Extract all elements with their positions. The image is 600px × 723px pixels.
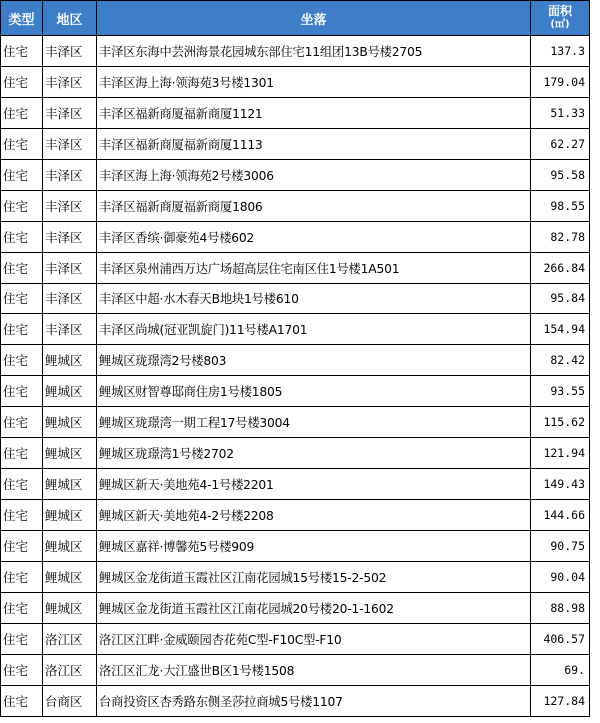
cell-location: 鲤城区珑璟湾一期工程17号楼3004 xyxy=(97,407,531,438)
cell-area: 137.3 xyxy=(531,36,590,67)
cell-district: 鲤城区 xyxy=(43,531,97,562)
cell-district: 丰泽区 xyxy=(43,221,97,252)
cell-location: 丰泽区海上海·领海苑3号楼1301 xyxy=(97,66,531,97)
cell-type: 住宅 xyxy=(1,561,43,592)
table-row xyxy=(1,128,590,159)
cell-area: 266.84 xyxy=(531,252,590,283)
cell-district: 鲤城区 xyxy=(43,376,97,407)
cell-district: 鲤城区 xyxy=(43,592,97,623)
cell-type: 住宅 xyxy=(1,159,43,190)
cell-area: 144.66 xyxy=(531,500,590,531)
table-row xyxy=(1,252,590,283)
table-row xyxy=(1,531,590,562)
cell-district: 丰泽区 xyxy=(43,283,97,314)
table-row xyxy=(1,66,590,97)
table-row xyxy=(1,221,590,252)
header-location: 坐落 xyxy=(97,1,531,36)
cell-type: 住宅 xyxy=(1,654,43,685)
cell-location: 丰泽区香缤·御豪苑4号楼602 xyxy=(97,221,531,252)
cell-location: 丰泽区泉州浦西万达广场超高层住宅南区住1号楼1A501 xyxy=(97,252,531,283)
cell-location: 洛江区汇龙·大江盛世B区1号楼1508 xyxy=(97,654,531,685)
cell-location: 台商投资区杏秀路东侧圣莎拉商城5号楼1107 xyxy=(97,685,531,716)
table-row xyxy=(1,314,590,345)
cell-district: 鲤城区 xyxy=(43,345,97,376)
table-row xyxy=(1,654,590,685)
header-area-unit: (㎡) xyxy=(550,19,570,30)
cell-area: 93.55 xyxy=(531,376,590,407)
table-row xyxy=(1,469,590,500)
cell-type: 住宅 xyxy=(1,190,43,221)
table-body xyxy=(1,36,590,717)
cell-area: 95.58 xyxy=(531,159,590,190)
cell-location: 鲤城区新天·美地苑4-1号楼2201 xyxy=(97,469,531,500)
cell-area: 51.33 xyxy=(531,97,590,128)
cell-type: 住宅 xyxy=(1,97,43,128)
cell-area: 406.57 xyxy=(531,623,590,654)
cell-location: 鲤城区金龙街道玉霞社区江南花园城20号楼20-1-1602 xyxy=(97,592,531,623)
cell-district: 鲤城区 xyxy=(43,469,97,500)
cell-district: 丰泽区 xyxy=(43,314,97,345)
cell-type: 住宅 xyxy=(1,66,43,97)
cell-location: 鲤城区珑璟湾1号楼2702 xyxy=(97,438,531,469)
header-row xyxy=(1,1,590,36)
cell-location: 丰泽区海上海·领海苑2号楼3006 xyxy=(97,159,531,190)
header-area xyxy=(531,1,590,36)
cell-district: 鲤城区 xyxy=(43,438,97,469)
cell-district: 鲤城区 xyxy=(43,500,97,531)
cell-type: 住宅 xyxy=(1,283,43,314)
cell-area: 154.94 xyxy=(531,314,590,345)
cell-district: 丰泽区 xyxy=(43,190,97,221)
cell-district: 丰泽区 xyxy=(43,159,97,190)
table-row xyxy=(1,438,590,469)
table-row xyxy=(1,623,590,654)
cell-area: 127.84 xyxy=(531,685,590,716)
cell-district: 洛江区 xyxy=(43,654,97,685)
table-row xyxy=(1,407,590,438)
cell-location: 丰泽区尚城(冠亚凯旋门)11号楼A1701 xyxy=(97,314,531,345)
cell-district: 鲤城区 xyxy=(43,561,97,592)
table-row xyxy=(1,159,590,190)
cell-district: 台商区 xyxy=(43,685,97,716)
cell-location: 丰泽区福新商厦福新商厦1113 xyxy=(97,128,531,159)
cell-location: 鲤城区珑璟湾2号楼803 xyxy=(97,345,531,376)
cell-area: 69. xyxy=(531,654,590,685)
cell-type: 住宅 xyxy=(1,36,43,67)
cell-area: 149.43 xyxy=(531,469,590,500)
table-row xyxy=(1,190,590,221)
table-row xyxy=(1,376,590,407)
header-type: 类型 xyxy=(1,1,43,36)
cell-type: 住宅 xyxy=(1,376,43,407)
cell-area: 90.04 xyxy=(531,561,590,592)
cell-location: 鲤城区财智尊邸商住房1号楼1805 xyxy=(97,376,531,407)
cell-area: 98.55 xyxy=(531,190,590,221)
cell-type: 住宅 xyxy=(1,685,43,716)
table-row xyxy=(1,500,590,531)
cell-district: 丰泽区 xyxy=(43,252,97,283)
cell-location: 丰泽区中超·水木春天B地块1号楼610 xyxy=(97,283,531,314)
cell-area: 95.84 xyxy=(531,283,590,314)
cell-area: 121.94 xyxy=(531,438,590,469)
cell-type: 住宅 xyxy=(1,469,43,500)
table-row xyxy=(1,97,590,128)
table-row xyxy=(1,345,590,376)
cell-type: 住宅 xyxy=(1,500,43,531)
cell-area: 88.98 xyxy=(531,592,590,623)
cell-district: 丰泽区 xyxy=(43,128,97,159)
cell-location: 鲤城区新天·美地苑4-2号楼2208 xyxy=(97,500,531,531)
table-row xyxy=(1,561,590,592)
cell-location: 丰泽区福新商厦福新商厦1121 xyxy=(97,97,531,128)
table-row xyxy=(1,592,590,623)
cell-type: 住宅 xyxy=(1,314,43,345)
cell-type: 住宅 xyxy=(1,623,43,654)
header-area-label: 面积 xyxy=(547,4,572,18)
cell-area: 179.04 xyxy=(531,66,590,97)
cell-type: 住宅 xyxy=(1,128,43,159)
cell-type: 住宅 xyxy=(1,252,43,283)
header-district: 地区 xyxy=(43,1,97,36)
cell-type: 住宅 xyxy=(1,531,43,562)
cell-area: 62.27 xyxy=(531,128,590,159)
cell-area: 115.62 xyxy=(531,407,590,438)
cell-district: 鲤城区 xyxy=(43,407,97,438)
cell-type: 住宅 xyxy=(1,221,43,252)
table-row xyxy=(1,36,590,67)
cell-location: 鲤城区金龙街道玉霞社区江南花园城15号楼15-2-502 xyxy=(97,561,531,592)
cell-area: 82.78 xyxy=(531,221,590,252)
cell-district: 丰泽区 xyxy=(43,97,97,128)
cell-location: 鲤城区嘉祥·博馨苑5号楼909 xyxy=(97,531,531,562)
cell-area: 82.42 xyxy=(531,345,590,376)
cell-type: 住宅 xyxy=(1,592,43,623)
cell-district: 丰泽区 xyxy=(43,66,97,97)
cell-location: 丰泽区福新商厦福新商厦1806 xyxy=(97,190,531,221)
cell-type: 住宅 xyxy=(1,438,43,469)
cell-location: 丰泽区东海中芸洲海景花园城东部住宅11组团13B号楼2705 xyxy=(97,36,531,67)
cell-area: 90.75 xyxy=(531,531,590,562)
cell-district: 洛江区 xyxy=(43,623,97,654)
table-header xyxy=(1,1,590,36)
cell-type: 住宅 xyxy=(1,345,43,376)
table-row xyxy=(1,283,590,314)
cell-location: 洛江区江畔·金威颐园杏花苑C型-F10C型-F10 xyxy=(97,623,531,654)
cell-type: 住宅 xyxy=(1,407,43,438)
cell-district: 丰泽区 xyxy=(43,36,97,67)
table-row xyxy=(1,685,590,716)
